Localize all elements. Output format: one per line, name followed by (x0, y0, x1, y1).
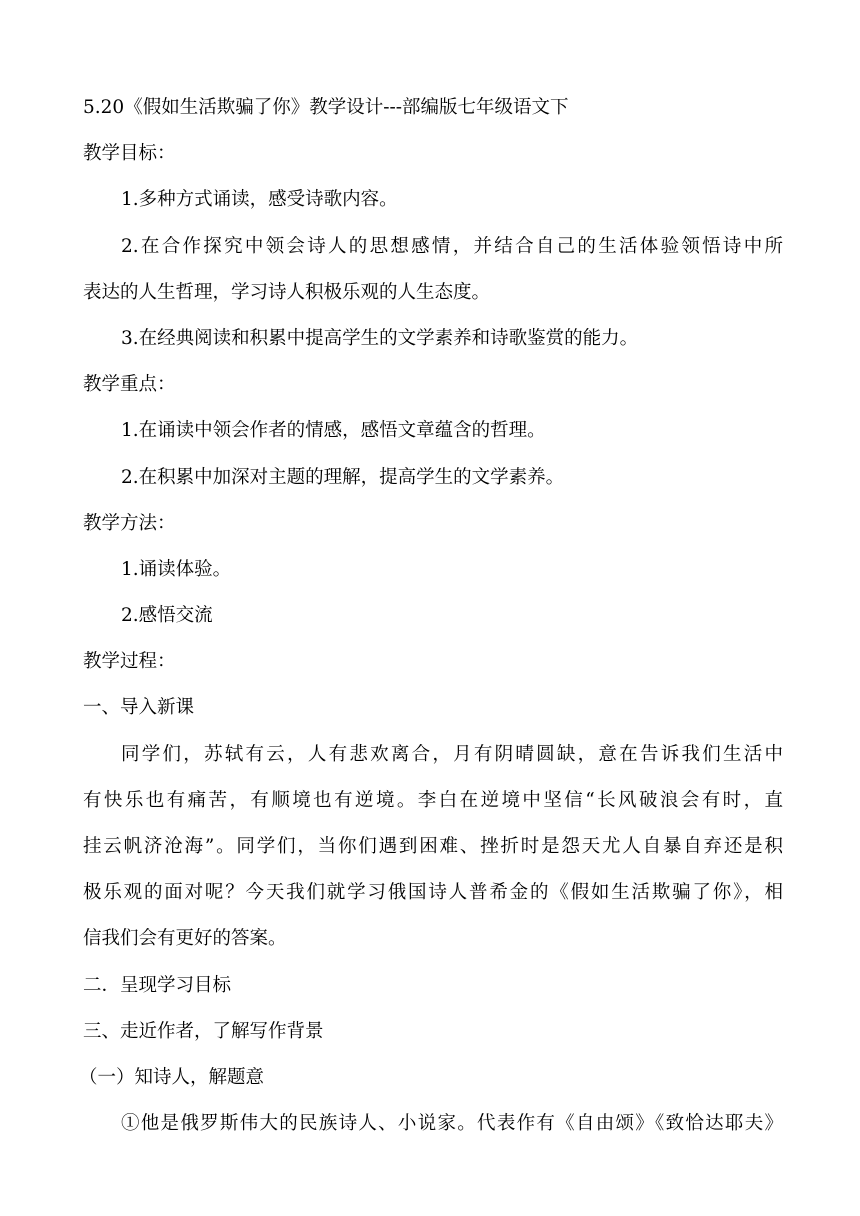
goal-item-3: 3.在经典阅读和积累中提高学生的文学素养和诗歌鉴赏的能力。 (121, 327, 639, 349)
key-point-item-2: 2.在积累中加深对主题的理解，提高学生的文学素养。 (121, 466, 565, 488)
part1-paragraph-line-1: 同学们，苏轼有云，人有悲欢离合，月有阴晴圆缺，意在告诉我们生活中 (121, 743, 783, 765)
part2-heading: 二．呈现学习目标 (83, 974, 232, 996)
goal-item-1: 1.多种方式诵读，感受诗歌内容。 (121, 189, 398, 211)
part1-heading: 一、导入新课 (83, 697, 195, 719)
part1-paragraph-line-2: 有快乐也有痛苦，有顺境也有逆境。李白在逆境中坚信“长风破浪会有时，直 (83, 789, 783, 811)
methods-heading: 教学方法： (83, 512, 176, 534)
goal-item-2: 2.在合作探究中领会诗人的思想感情，并结合自己的生活体验领悟诗中所 (121, 235, 783, 257)
part1-paragraph-line-3: 挂云帆济沧海”。同学们，当你们遇到困难、挫折时是怨天尤人自暴自弃还是积 (83, 836, 783, 857)
document-title: 5.20《假如生活欺骗了你》教学设计---部编版七年级语文下 (83, 97, 569, 118)
sub1-heading: （一）知诗人，解题意 (79, 1066, 265, 1088)
key-point-item-1: 1.在诵读中领会作者的情感，感悟文章蕴含的哲理。 (121, 420, 546, 442)
sub1-paragraph-line: ①他是俄罗斯伟大的民族诗人、小说家。代表作有《自由颂》《致恰达耶夫》 (121, 1113, 783, 1135)
process-heading: 教学过程： (83, 651, 176, 673)
part1-paragraph-line-5: 信我们会有更好的答案。 (83, 928, 287, 950)
method-item-1: 1.诵读体验。 (121, 558, 232, 580)
key-points-heading: 教学重点： (83, 374, 176, 396)
document-page (79, 88, 783, 1150)
goals-heading: 教学目标： (83, 143, 176, 165)
part3-heading: 三、走近作者，了解写作背景 (83, 1020, 324, 1042)
goal-item-2-continued: 表达的人生哲理，学习诗人积极乐观的人生态度。 (83, 281, 491, 303)
part1-paragraph-line-4: 极乐观的面对呢？今天我们就学习俄国诗人普希金的《假如生活欺骗了你》，相 (83, 882, 783, 904)
method-item-2: 2.感悟交流 (121, 605, 213, 627)
